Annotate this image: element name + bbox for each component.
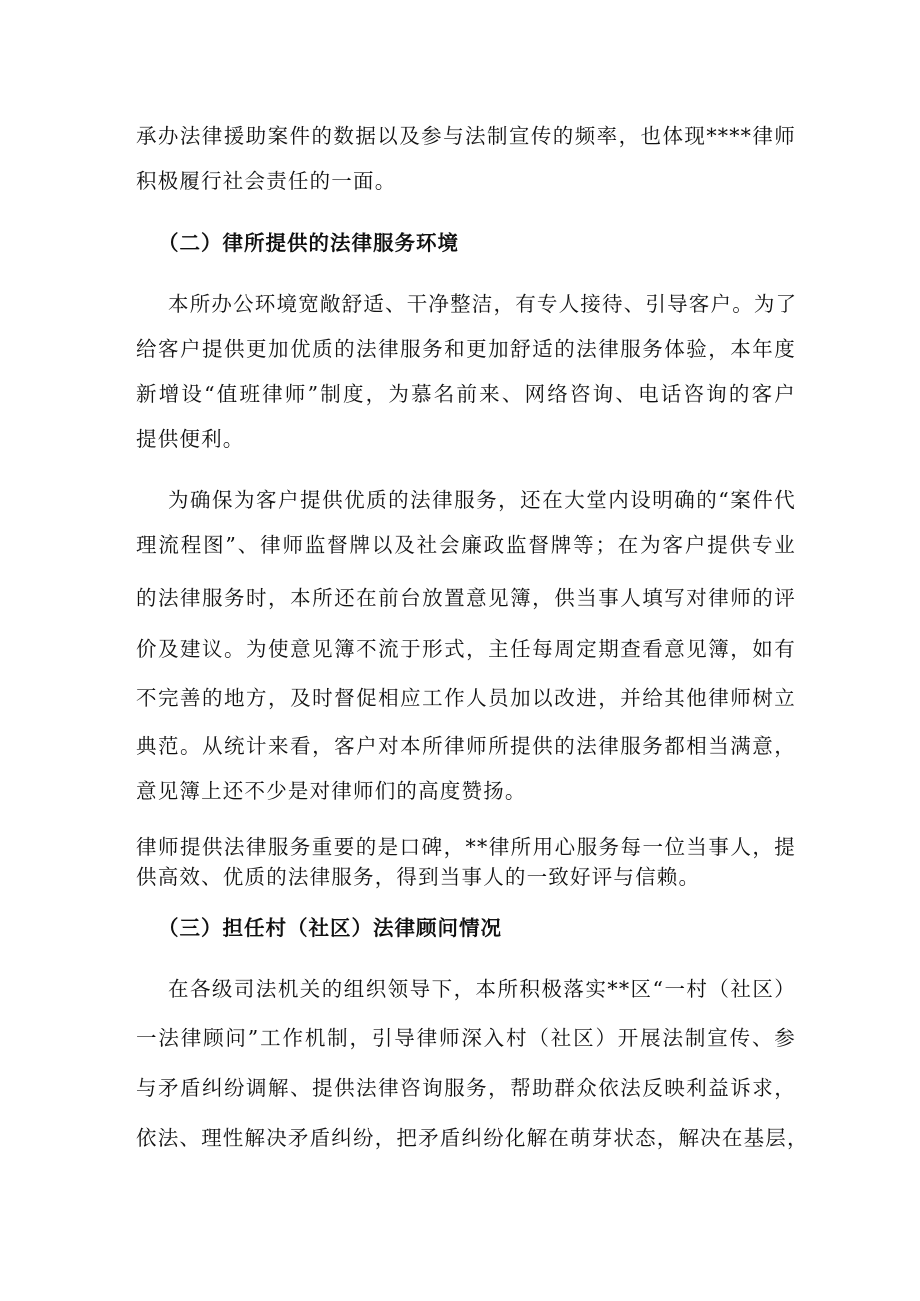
- paragraph-line: 积极履行社会责任的一面。: [136, 169, 397, 193]
- section-heading-2: （二）律所提供的法律服务环境: [158, 231, 459, 255]
- paragraph-line: 提供便利。: [136, 427, 245, 451]
- paragraph-line: 本所办公环境宽敞舒适、干净整洁，有专人接待、引导客户。为了: [168, 292, 798, 316]
- paragraph-line: 价及建议。为使意见簿不流于形式，主任每周定期查看意见簿，如有: [136, 637, 796, 661]
- paragraph-line: 为确保为客户提供优质的法律服务，还在大堂内设明确的“案件代: [168, 488, 796, 512]
- paragraph-line: 典范。从统计来看，客户对本所律师所提供的法律服务都相当满意，: [136, 734, 796, 758]
- paragraph-line: 理流程图”、律师监督牌以及社会廉政监督牌等；在为客户提供专业: [136, 533, 796, 557]
- section-heading-3: （三）担任村（社区）法律顾问情况: [158, 916, 502, 940]
- paragraph-line: 依法、理性解决矛盾纠纷，把矛盾纠纷化解在萌芽状态，解决在基层，: [136, 1126, 809, 1150]
- paragraph-line: 律师提供法律服务重要的是口碑，**律所用心服务每一位当事人，提: [136, 835, 796, 859]
- paragraph-line: 的法律服务时，本所还在前台放置意见簿，供当事人填写对律师的评: [136, 586, 796, 610]
- paragraph-line: 在各级司法机关的组织领导下，本所积极落实**区“一村（社区）: [168, 977, 796, 1001]
- paragraph-line: 与矛盾纠纷调解、提供法律咨询服务，帮助群众依法反映利益诉求，: [136, 1076, 796, 1100]
- paragraph-line: 一法律顾问”工作机制，引导律师深入村（社区）开展法制宣传、参: [136, 1026, 796, 1050]
- paragraph-line: 意见簿上还不少是对律师们的高度赞扬。: [136, 779, 527, 803]
- paragraph-line: 供高效、优质的法律服务，得到当事人的一致好评与信赖。: [136, 865, 701, 889]
- paragraph-line: 承办法律援助案件的数据以及参与法制宣传的频率，也体现****律师: [136, 124, 796, 148]
- paragraph-line: 新增设“值班律师”制度，为慕名前来、网络咨询、电话咨询的客户: [136, 382, 796, 406]
- paragraph-line: 不完善的地方，及时督促相应工作人员加以改进，并给其他律师树立: [136, 686, 796, 710]
- paragraph-line: 给客户提供更加优质的法律服务和更加舒适的法律服务体验，本年度: [136, 337, 796, 361]
